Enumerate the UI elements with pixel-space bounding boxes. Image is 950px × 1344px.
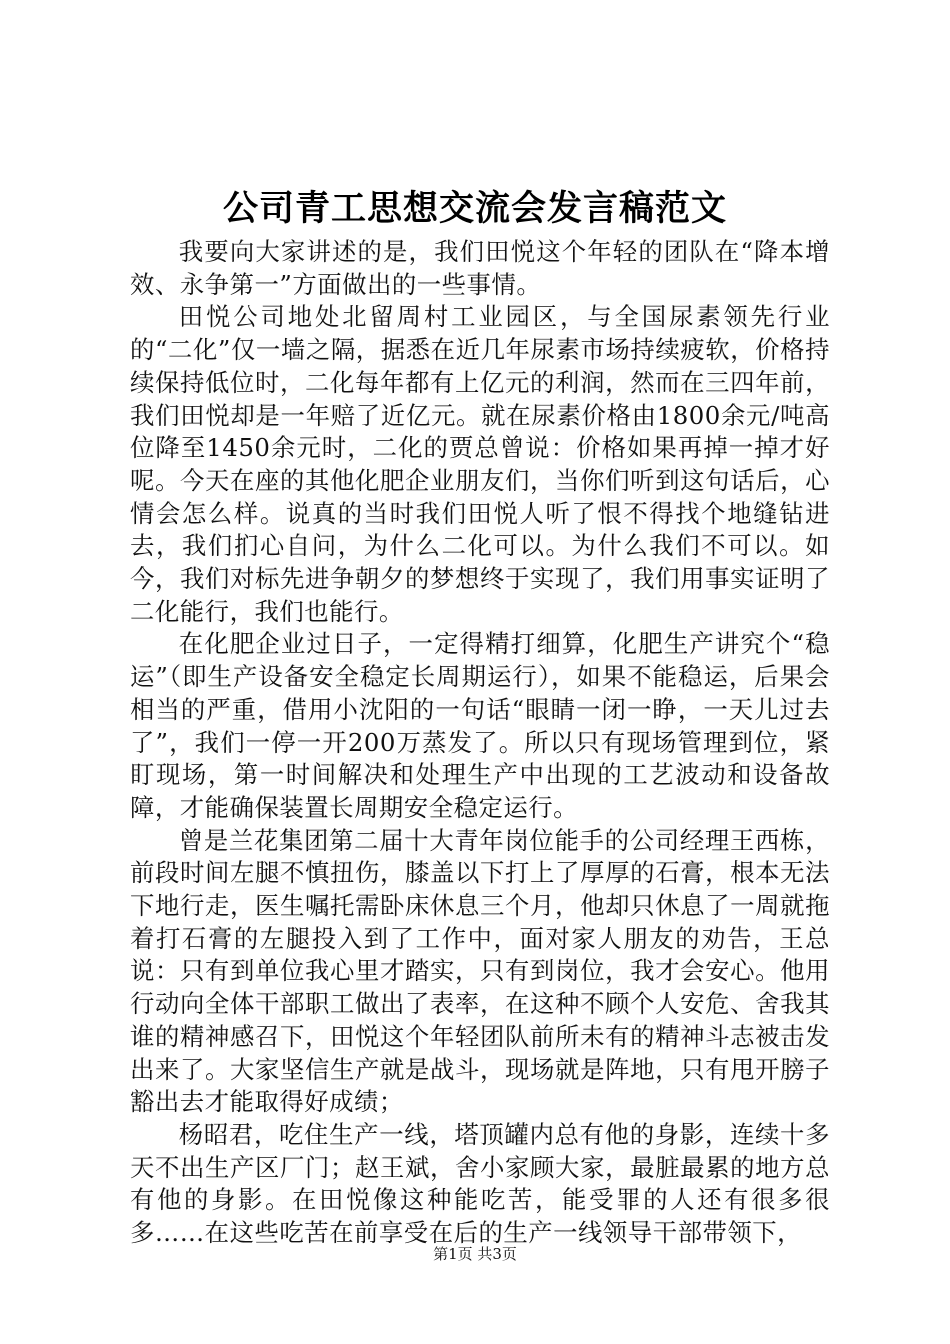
paragraph-frontline-staff: 杨昭君，吃住生产一线，塔顶罐内总有他的身影，连续十多天不出生产区厂门；赵王斌，舍小家顾大家，最脏最累的地方总有他的身影。在田悦像这种能吃苦，能受罪的人还有很多很多……在这些吃苦在前享受在后的生产一线领导干部带领下， bbox=[130, 1119, 830, 1248]
paragraph-manager-example: 曾是兰花集团第二届十大青年岗位能手的公司经理王西栋，前段时间左腿不慎扭伤，膝盖以下打上了厚厚的石膏，根本无法下地行走，医生嘱托需卧床休息三个月，他却只休息了一周就拖着打石膏的左腿投入到了工作中，面对家人朋友的劝告，王总说：只有到单位我心里才踏实，只有到岗位，我才会安心。他用行动向全体干部职工做出了表率，在这种不顾个人安危、舍我其谁的精神感召下，田悦这个年轻团队前所未有的精神斗志被击发出来了。大家坚信生产就是战斗，现场就是阵地，只有甩开膀子豁出去才能取得好成绩； bbox=[130, 825, 830, 1117]
document-title: 公司青工思想交流会发言稿范文 bbox=[222, 188, 727, 229]
paragraph-company-background: 田悦公司地处北留周村工业园区，与全国尿素领先行业的“二化”仅一墙之隔，据悉在近几年尿素市场持续疲软，价格持续保持低位时，二化每年都有上亿元的利润，然而在三四年前，我们田悦却是一年赔了近亿元。就在尿素价格由1800余元/吨高位降至1450余元时，二化的贾总曾说：价格如果再掉一掉才好呢。今天在座的其他化肥企业朋友们，当你们听到这句话后，心情会怎么样。说真的当时我们田悦人听了恨不得找个地缝钻进去，我们扪心自问，为什么二化可以。为什么我们不可以。如今，我们对标先进争朝夕的梦想终于实现了，我们用事实证明了二化能行，我们也能行。 bbox=[130, 302, 830, 626]
paragraph-stable-operation: 在化肥企业过日子，一定得精打细算，化肥生产讲究个“稳运”（即生产设备安全稳定长周期运行），如果不能稳运，后果会相当的严重，借用小沈阳的一句话“眼睛一闭一睁，一天儿过去了”，我们一停一开200万蒸发了。所以只有现场管理到位，紧盯现场，第一时间解决和处理生产中出现的工艺波动和设备故障，才能确保装置长周期安全稳定运行。 bbox=[130, 629, 830, 822]
document-body bbox=[130, 236, 830, 1250]
page-footer: 第1页 共3页 bbox=[433, 1245, 517, 1263]
paragraph-intro: 我要向大家讲述的是，我们田悦这个年轻的团队在“降本增效、永争第一”方面做出的一些事情。 bbox=[130, 237, 830, 299]
